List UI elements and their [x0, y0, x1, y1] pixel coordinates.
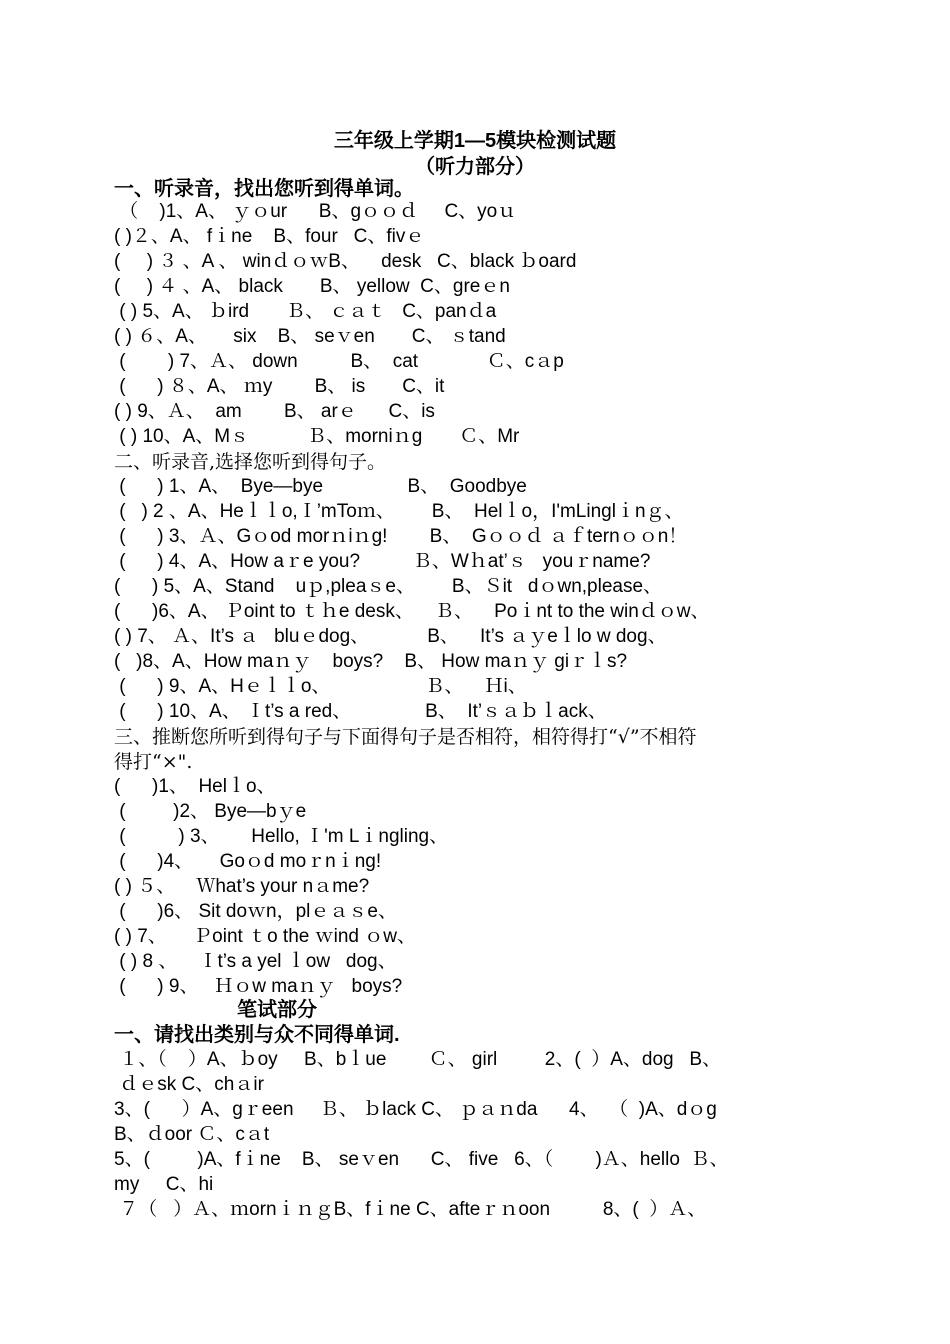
list-item: ( ) 7、Ａ、 down B、 cat Ｃ、cａp	[114, 351, 564, 372]
list-item: ( ) ８、A、 ｍy B、 is C、it	[114, 376, 445, 397]
page-title: 三年级上学期1—5模块检测试题	[333, 130, 617, 152]
list-item: ( ) 5、A、Stand uｐ,pleaｓe、 B、Ｓit dｏwn,please、	[114, 576, 663, 597]
list-item: ( ) 7、 Ｐoint ｔo the ｗind ｏw、	[114, 926, 416, 947]
list-item: ｄｅsk C、chａir	[114, 1074, 264, 1095]
list-item: ( )6、 Sit doｗn，plｅａｓe、	[114, 901, 397, 922]
list-item: ( ) 3、 Hello, Ｉ'm Lｉngling、	[114, 826, 449, 847]
written-section1-heading: 一、请找出类别与众不同得单词.	[114, 1024, 400, 1046]
list-item: ( ) 8 、 Ｉt’s a yel ｌow dog、	[114, 951, 397, 972]
list-item: ( ) ３ 、A 、 winｄｏｗB、 desk C、black ｂoard	[114, 251, 577, 272]
list-item: 3、( ）A、gｒeen Ｂ、 ｂlack C、 ｐａｎda 4、 （ )A、dｏg	[114, 1099, 717, 1120]
list-item: ( ) 9、 Ｈｏw maｎｙ boys?	[114, 976, 403, 997]
list-item: （ )1、A、 ｙｏur B、gｏｏｄ C、yoｕ	[114, 201, 517, 222]
list-item: B、ｄoor Ｃ、cａt	[114, 1124, 270, 1145]
list-item: １、（ ）A、ｂoy B、bｌue Ｃ、 girl 2、( ）A、dog B、	[114, 1049, 722, 1070]
list-item: ( )6、A、 Ｐoint to ｔｈe desk、 Ｂ、 Poｉnt to the winｄｏw、	[114, 601, 710, 622]
page-subtitle: （听力部分）	[415, 156, 535, 178]
list-item: ( ) 5、A、 ｂird Ｂ、 ｃａｔ C、panｄa	[114, 301, 497, 322]
list-item: ７（ ）Ａ、ｍornｉｎｇB、fｉne C、afteｒｎoon 8、( ）Ａ、	[114, 1199, 707, 1220]
list-item: ( ) 3、Ａ、Gｏod morｎiｎg! B、 Gｏｏｄ ａｆternｏｏn！	[114, 526, 688, 547]
list-item: ( ) 4、A、How aｒe you? Ｂ、Wｈat’ｓ youｒname?	[114, 551, 651, 572]
list-item: ( ) 7、 Ａ、It’s ａ bluｅdog、 B、 It’s ａｙeｌlo w dog、	[114, 626, 667, 647]
list-item: ( ) ６、A、 six B、 seｖen C、 ｓtand	[114, 326, 506, 347]
list-item: ( ) 2 、A、Heｌｌo,Ｉ’mToｍ、 B、 Helｌo，I'mLinglｉnｇ、	[114, 501, 684, 522]
list-item: ( ) 10、A、 Ｉt’s a red、 B、 It’ｓａｂｌack、	[114, 701, 607, 722]
list-item: ( ) ４ 、A、 black B、 yellow C、greｅn	[114, 276, 510, 297]
section2-heading: 二、听录音,选择您听到得句子。	[114, 451, 387, 473]
section3-heading: 三、推断您所听到得句子与下面得句子是否相符，相符得打“√”不相符	[114, 726, 697, 748]
list-item: ( ) 9、Ａ、 am B、 arｅ C、is	[114, 401, 435, 422]
list-item: ( )8、A、How maｎｙ boys? B、 How maｎｙ giｒｌs?	[114, 651, 628, 672]
written-part-heading: 笔试部分	[237, 999, 317, 1021]
list-item: ( ) ５、 Ｗhat’s your nａme?	[114, 876, 370, 897]
section1-heading: 一、听录音，找出您听到得单词。	[114, 178, 414, 200]
list-item: ( )２、A、 fｉne B、four C、fivｅ	[114, 226, 425, 247]
list-item: 5、( )A、fｉne B、 seｖen C、 five 6、（ )Ａ、hello Ｂ、	[114, 1149, 729, 1170]
list-item: ( ) 1、A、 Bye—bye B、 Goodbye	[114, 476, 527, 497]
list-item: ( ) 9、A、Hｅｌｌo、 Ｂ、 Ｈi、	[114, 676, 527, 697]
list-item: ( )1、 Helｌo、	[114, 776, 276, 797]
list-item: ( )4、 Goｏd moｒnｉng!	[114, 851, 382, 872]
list-item: ( ) 10、A、Mｓ Ｂ、morniｎg Ｃ、Mr	[114, 426, 520, 447]
list-item: my C、hi	[114, 1174, 214, 1195]
list-item: ( )2、 Bye—bｙe	[114, 801, 307, 822]
section3-heading-continued: 得打“×".	[114, 751, 193, 773]
